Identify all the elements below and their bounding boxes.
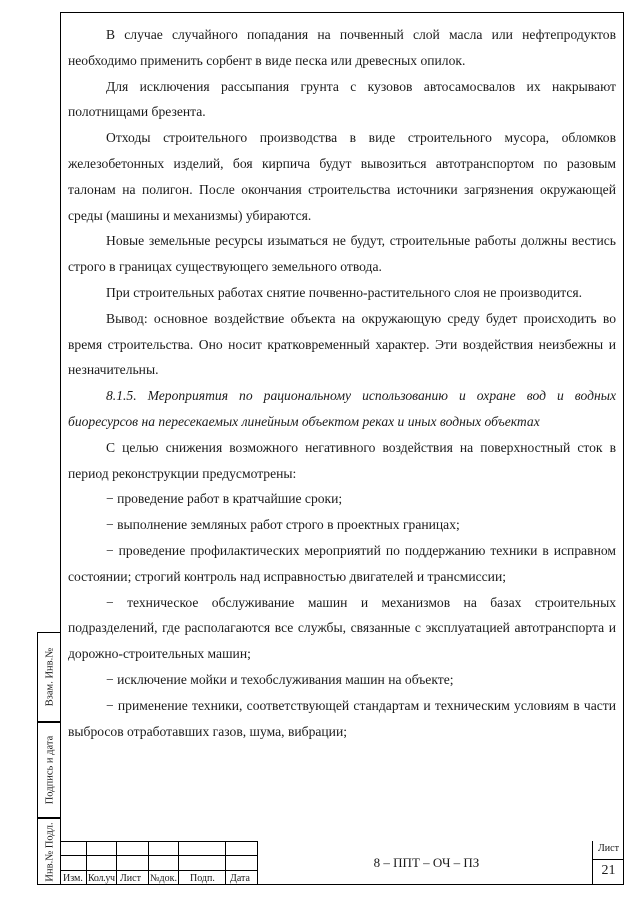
col-ndok: №док. bbox=[150, 873, 177, 884]
side-label-vzam: Взам. Инв.№ bbox=[44, 647, 55, 707]
paragraph: − проведение работ в кратчайшие сроки; bbox=[106, 491, 343, 507]
paragraph: − исключение мойки и техобслуживания машин на объекте; bbox=[106, 671, 454, 687]
col-podp: Подп. bbox=[190, 873, 215, 884]
col-kol: Кол.уч bbox=[88, 873, 115, 884]
side-cell-podpis bbox=[37, 722, 61, 818]
paragraph: − проведение профилактических мероприятий по поддержанию техники в исправном состоянии; строгий контроль над исправностью двигателей и трансмиссии; bbox=[68, 542, 616, 584]
paragraph: С целью снижения возможного негативного воздействия на поверхностный сток в период реконструкции предусмотрены: bbox=[68, 439, 616, 481]
document-code: 8 – ППТ – ОЧ – ПЗ bbox=[373, 855, 480, 870]
side-label-inv: Инв.№ Подл. bbox=[44, 821, 55, 882]
sheet-label: Лист bbox=[598, 843, 619, 854]
col-izm: Изм. bbox=[63, 873, 83, 884]
sheet-box bbox=[592, 841, 624, 885]
section-heading: 8.1.5. Мероприятия по рациональному использованию и охране вод и водных биоресурсов на пересекаемых линейным объектом реках и иных водных объектах bbox=[68, 388, 616, 429]
paragraph: Новые земельные ресурсы изыматься не будут, строительные работы должны вестись строго в границах существующего земельного отвода. bbox=[68, 233, 616, 275]
paragraph: При строительных работах снятие почвенно-растительного слоя не производится. bbox=[106, 284, 583, 300]
side-cell-inv bbox=[37, 818, 61, 885]
paragraph: − применение техники, соответствующей стандартам и техническим условиям в части выбросов отработавших газов, шума, вибрации; bbox=[68, 697, 616, 739]
revision-grid bbox=[60, 841, 257, 885]
paragraph: Для исключения рассыпания грунта с кузовов автосамосвалов их накрывают полотнищами брезента. bbox=[68, 78, 616, 120]
col-data: Дата bbox=[230, 873, 250, 884]
paragraph: Отходы строительного производства в виде строительного мусора, обломков железобетонных изделий, боя кирпича будут вывозиться автотранспортом по разовым талонам на полигон. После окончания строительства источники загрязнения окружающей среды (машины и механизмы) убираются. bbox=[68, 130, 616, 223]
col-list: Лист bbox=[120, 873, 141, 884]
side-label-podpis: Подпись и дата bbox=[44, 735, 55, 805]
document-body bbox=[68, 22, 616, 744]
paragraph: − техническое обслуживание машин и механизмов на базах строительных подразделений, где располагаются все службы, связанные с эксплуатацией автотранспорта и дорожно-строительных машин; bbox=[68, 594, 616, 662]
side-cell-vzam bbox=[37, 632, 61, 722]
paragraph: − выполнение земляных работ строго в проектных границах; bbox=[106, 517, 460, 533]
sheet-number: 21 bbox=[601, 863, 616, 878]
title-block bbox=[60, 841, 624, 885]
paragraph: В случае случайного попадания на почвенный слой масла или нефтепродуктов необходимо применить сорбент в виде песка или древесных опилок. bbox=[68, 27, 616, 68]
paragraph: Вывод: основное воздействие объекта на окружающую среду будет происходить во время строительства. Оно носит кратковременный характер. Эти воздействия неизбежны и незначительны. bbox=[68, 310, 616, 378]
